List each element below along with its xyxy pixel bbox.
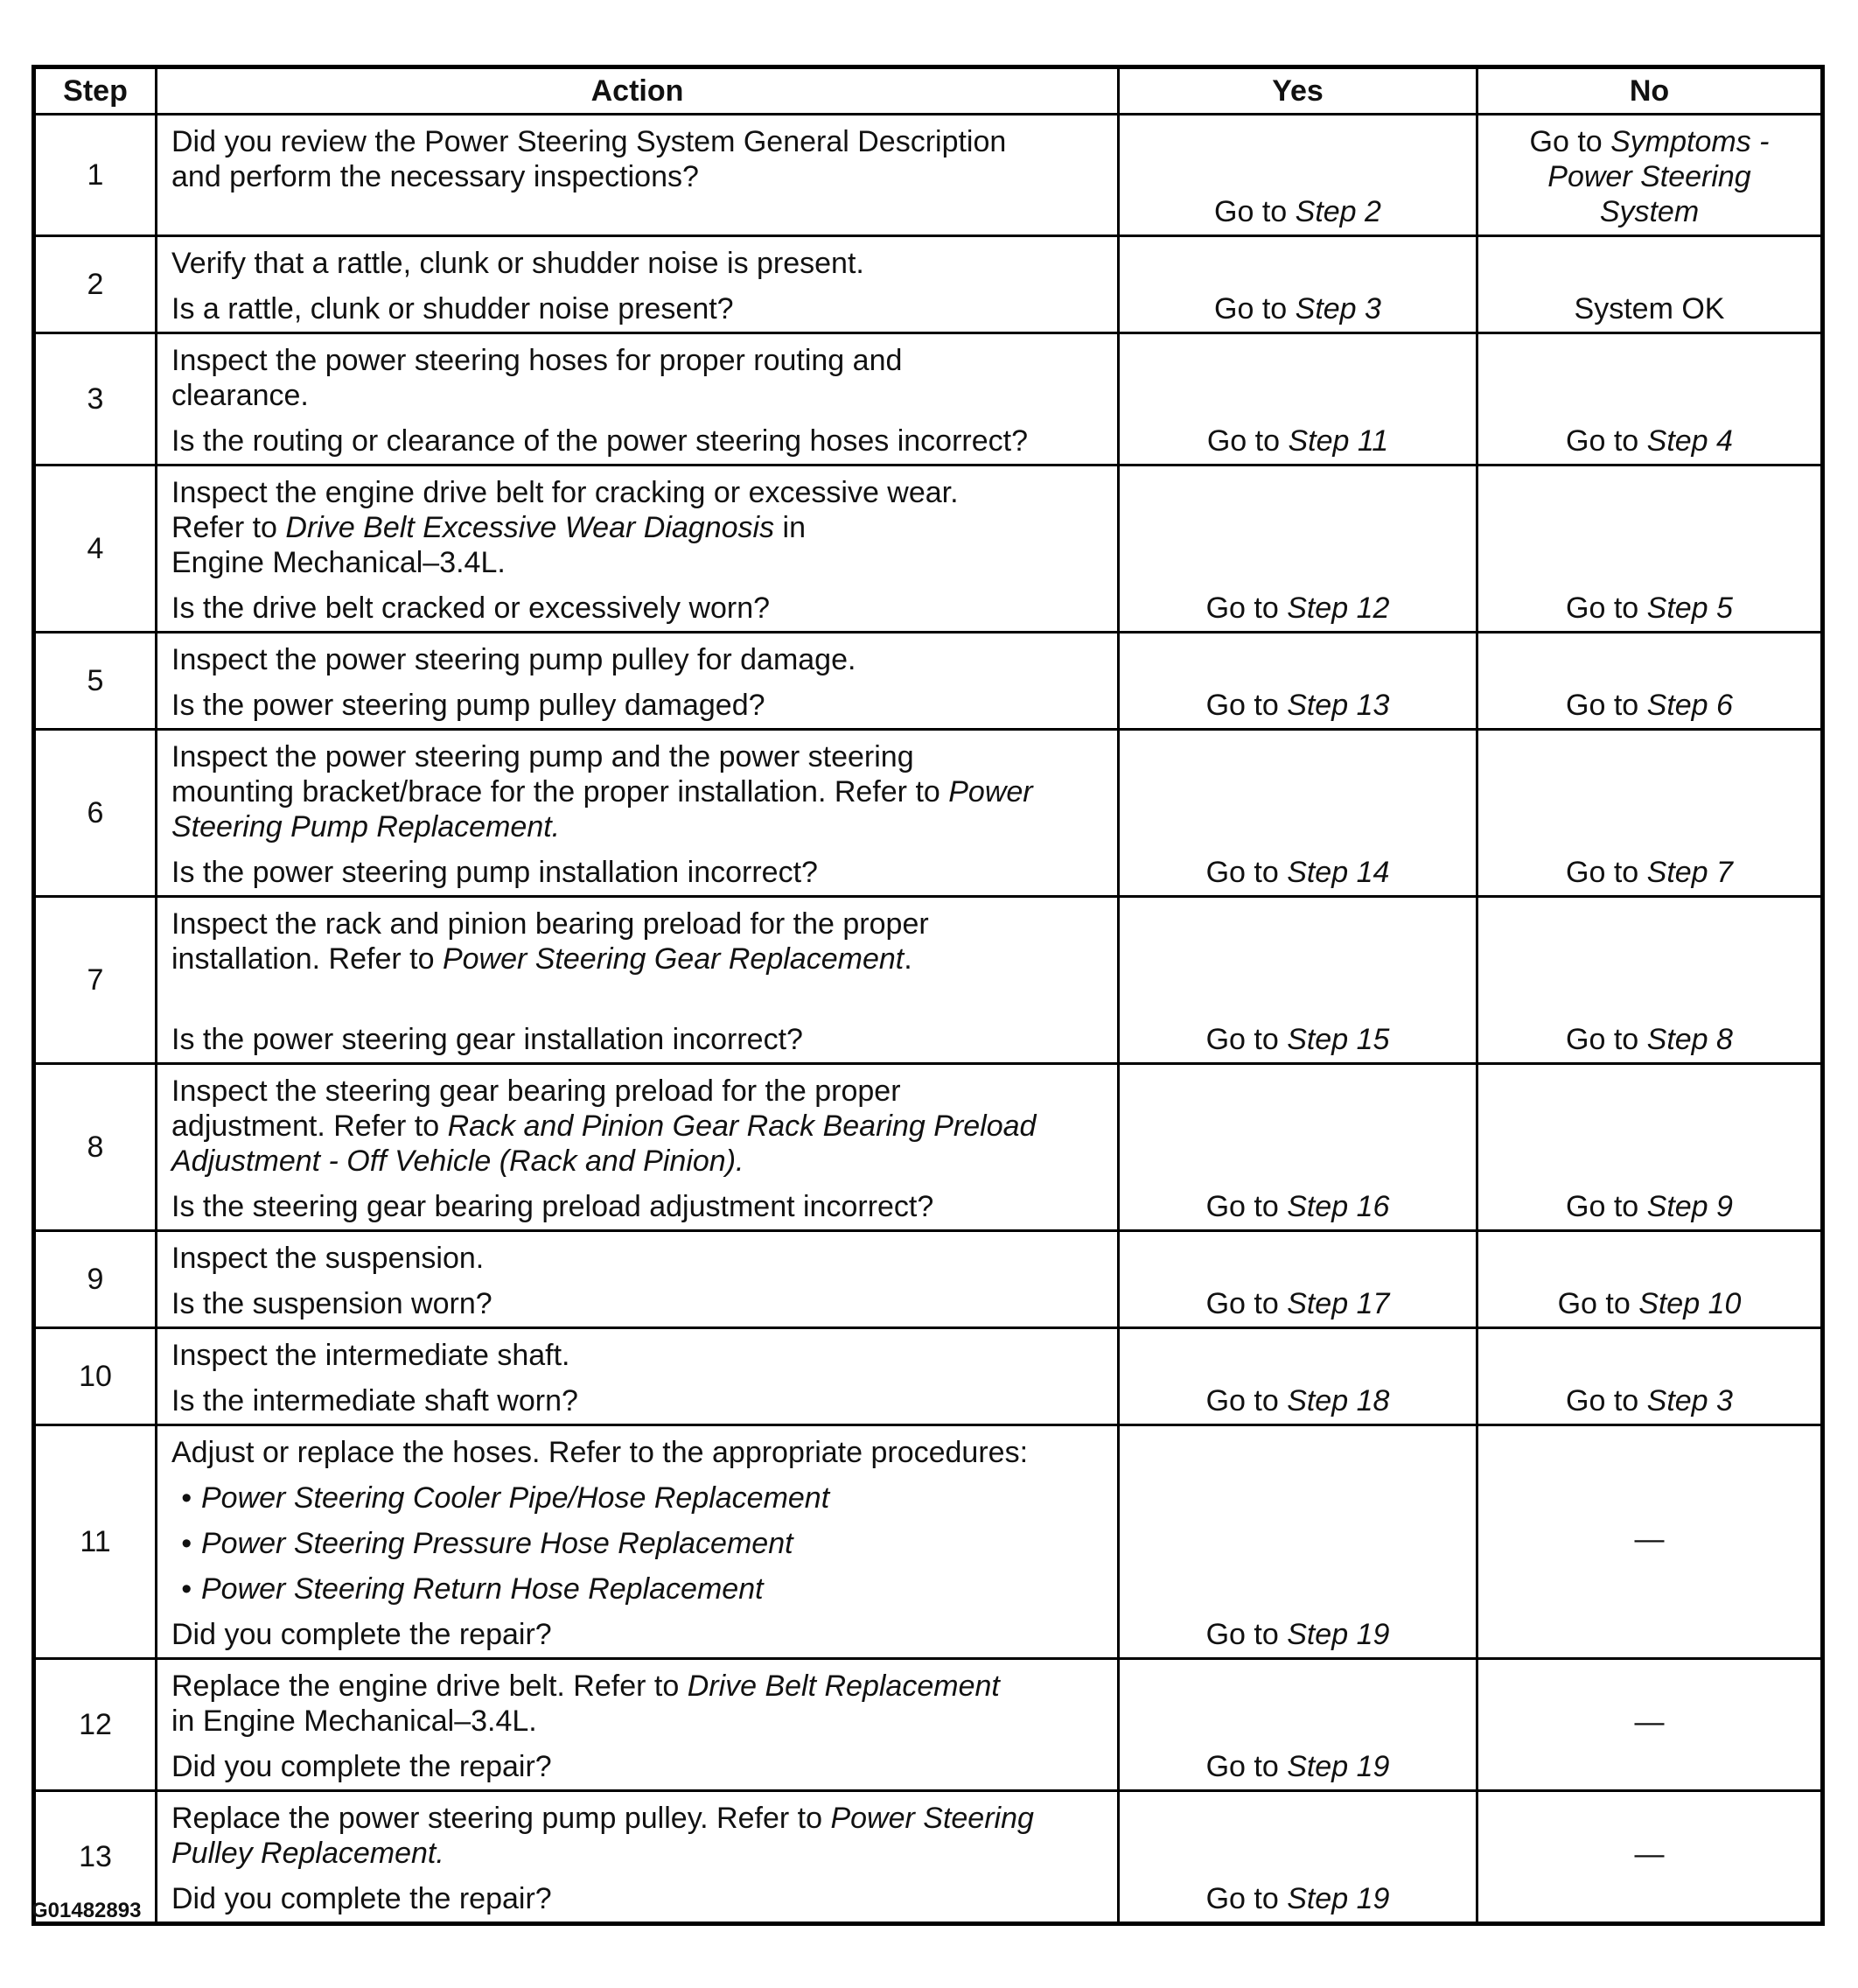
- action-text: Inspect the power steering pump and the power steering: [171, 740, 914, 774]
- table-row: [34, 236, 1823, 333]
- action-cell: Inspect the steering gear bearing preload for the proper adjustment. Refer to Rack and Pinion Gear Rack Bearing Preload Adjustment - Off Vehicle (Rack and Pinion). Is the steering gear bearing preload adjustment incorrect?: [157, 1064, 1119, 1231]
- yes-cell: Go to Step 19: [1119, 1791, 1477, 1924]
- question-text: Is a rattle, clunk or shudder noise present?: [171, 292, 734, 326]
- step-link[interactable]: Step 19: [1287, 1618, 1390, 1651]
- yes-cell: Go to Step 19: [1119, 1659, 1477, 1791]
- action-cell: [157, 633, 1119, 730]
- no-cell: Go to Step 8: [1477, 897, 1823, 1064]
- step-link[interactable]: Step 19: [1287, 1750, 1390, 1783]
- procedure-link[interactable]: Adjustment - Off Vehicle (Rack and Pinion).: [171, 1144, 744, 1178]
- step-number: 1: [34, 115, 157, 236]
- step-link[interactable]: Step 5: [1646, 592, 1733, 625]
- action-cell: Inspect the rack and pinion bearing preload for the proper installation. Refer to Power Steering Gear Replacement. Is the power steering gear installation incorrect?: [157, 897, 1119, 1064]
- action-text: Verify that a rattle, clunk or shudder noise is present.: [171, 247, 864, 280]
- procedure-link[interactable]: • Power Steering Cooler Pipe/Hose Replacement: [171, 1480, 1103, 1516]
- no-cell: Go to Step 4: [1477, 333, 1823, 466]
- action-text: Inspect the suspension.: [171, 1242, 485, 1275]
- procedure-link[interactable]: Rack and Pinion Gear Rack Bearing Preload: [447, 1110, 1037, 1143]
- question-text: Is the power steering pump pulley damaged?: [171, 689, 765, 722]
- yes-cell: Go to Step 2: [1119, 115, 1477, 236]
- question-text: Is the steering gear bearing preload adjustment incorrect?: [171, 1190, 934, 1223]
- step-number: 12: [34, 1659, 157, 1791]
- no-cell: —: [1477, 1791, 1823, 1924]
- step-link[interactable]: Step 7: [1646, 856, 1733, 889]
- action-text: Did you review the Power Steering System General Description: [171, 125, 1007, 158]
- step-number: 2: [34, 236, 157, 333]
- step-number: 6: [34, 730, 157, 897]
- action-cell: [157, 333, 1119, 466]
- question-text: Is the power steering pump installation incorrect?: [171, 856, 818, 889]
- step-link[interactable]: Step 12: [1287, 592, 1390, 625]
- header-step: Step: [34, 67, 157, 115]
- action-text: Inspect the engine drive belt for cracking or excessive wear.: [171, 476, 959, 509]
- action-text: in Engine Mechanical–3.4L.: [171, 1704, 537, 1738]
- step-link[interactable]: Step 17: [1287, 1287, 1390, 1320]
- table-row: [34, 730, 1823, 897]
- yes-cell: Go to Step 16: [1119, 1064, 1477, 1231]
- step-link[interactable]: Step 15: [1287, 1023, 1390, 1056]
- action-cell: [157, 1231, 1119, 1328]
- question-text: Is the suspension worn?: [171, 1287, 492, 1320]
- step-number: 3: [34, 333, 157, 466]
- no-cell: Go to Step 3: [1477, 1328, 1823, 1425]
- no-cell: Go to Step 10: [1477, 1231, 1823, 1328]
- procedure-link[interactable]: Power: [948, 775, 1033, 808]
- question-text: Is the drive belt cracked or excessively worn?: [171, 592, 771, 625]
- step-link[interactable]: Step 9: [1646, 1190, 1733, 1223]
- step-link[interactable]: Step 14: [1287, 856, 1390, 889]
- yes-cell: Go to Step 18: [1119, 1328, 1477, 1425]
- action-text: Inspect the steering gear bearing preload for the proper: [171, 1074, 901, 1108]
- figure-code: G01482893: [31, 1899, 142, 1922]
- symptoms-link[interactable]: Symptoms -: [1610, 125, 1770, 158]
- question-text: Is the intermediate shaft worn?: [171, 1384, 578, 1418]
- question-text: Did you complete the repair?: [171, 1750, 552, 1783]
- step-number: 13: [34, 1791, 157, 1924]
- step-link[interactable]: Step 18: [1287, 1384, 1390, 1418]
- no-cell: Go to Step 5: [1477, 466, 1823, 633]
- header-row: [34, 67, 1823, 115]
- table-row: [34, 897, 1823, 1064]
- yes-cell: Go to Step 14: [1119, 730, 1477, 897]
- action-cell: Replace the engine drive belt. Refer to Drive Belt Replacement in Engine Mechanical–3.4L. Did you complete the repair?: [157, 1659, 1119, 1791]
- yes-cell: Go to Step 3: [1119, 236, 1477, 333]
- yes-cell: Go to Step 11: [1119, 333, 1477, 466]
- yes-cell: Go to Step 19: [1119, 1425, 1477, 1659]
- question-text: Did you complete the repair?: [171, 1618, 552, 1651]
- procedure-link[interactable]: Power Steering: [830, 1802, 1034, 1835]
- yes-cell: Go to Step 17: [1119, 1231, 1477, 1328]
- step-link[interactable]: Step 2: [1295, 195, 1381, 228]
- procedure-link[interactable]: • Power Steering Pressure Hose Replacement: [171, 1526, 1103, 1561]
- action-cell: Inspect the power steering pump and the power steering mounting bracket/brace for the proper installation. Refer to Power Steering Pump Replacement. Is the power steering pump installation incorrect?: [157, 730, 1119, 897]
- no-cell: Go to Step 7: [1477, 730, 1823, 897]
- symptoms-link[interactable]: System: [1599, 195, 1700, 228]
- yes-cell: Go to Step 12: [1119, 466, 1477, 633]
- procedure-link[interactable]: Pulley Replacement.: [171, 1837, 444, 1870]
- question-text: Is the power steering gear installation incorrect?: [171, 1023, 803, 1056]
- action-text: Inspect the power steering pump pulley for damage.: [171, 643, 856, 676]
- procedure-link[interactable]: Steering Pump Replacement.: [171, 810, 561, 844]
- no-cell: Go to Step 6: [1477, 633, 1823, 730]
- procedure-link[interactable]: Drive Belt Replacement: [687, 1670, 1000, 1703]
- table-row: [34, 1425, 1823, 1659]
- action-text: and perform the necessary inspections?: [171, 160, 699, 193]
- action-text: Engine Mechanical–3.4L.: [171, 546, 506, 579]
- step-number: 8: [34, 1064, 157, 1231]
- step-link[interactable]: Step 6: [1646, 689, 1733, 722]
- action-cell: Inspect the engine drive belt for cracking or excessive wear. Refer to Drive Belt Excessive Wear Diagnosis in Engine Mechanical–3.4L. Is the drive belt cracked or excessively worn?: [157, 466, 1119, 633]
- yes-cell: Go to Step 13: [1119, 633, 1477, 730]
- header-action: Action: [157, 67, 1119, 115]
- step-number: 4: [34, 466, 157, 633]
- step-link[interactable]: Step 3: [1295, 292, 1381, 326]
- action-text: Inspect the intermediate shaft.: [171, 1339, 570, 1372]
- table-row: [34, 1791, 1823, 1924]
- step-link[interactable]: Step 16: [1287, 1190, 1390, 1223]
- header-yes: Yes: [1119, 67, 1477, 115]
- table-row: [34, 1659, 1823, 1791]
- procedure-link[interactable]: Power Steering Gear Replacement: [442, 942, 905, 976]
- action-cell: [157, 115, 1119, 236]
- symptoms-link[interactable]: Power Steering: [1547, 160, 1751, 193]
- no-cell: —: [1477, 1659, 1823, 1791]
- table-row: [34, 1328, 1823, 1425]
- step-number: 7: [34, 897, 157, 1064]
- header-no: No: [1477, 67, 1823, 115]
- action-cell: [157, 236, 1119, 333]
- action-cell: [157, 1328, 1119, 1425]
- action-text: clearance.: [171, 379, 309, 412]
- step-link[interactable]: Step 3: [1646, 1384, 1733, 1418]
- step-number: 5: [34, 633, 157, 730]
- table-row: [34, 466, 1823, 633]
- no-cell: Go to Step 9: [1477, 1064, 1823, 1231]
- table-row: [34, 1064, 1823, 1231]
- step-link[interactable]: Step 10: [1638, 1287, 1742, 1320]
- step-number: 10: [34, 1328, 157, 1425]
- step-link[interactable]: Step 8: [1646, 1023, 1733, 1056]
- no-cell: System OK: [1477, 236, 1823, 333]
- action-text: Inspect the power steering hoses for proper routing and: [171, 344, 903, 377]
- no-cell: Go to Symptoms - Power Steering System: [1477, 115, 1823, 236]
- step-link[interactable]: Step 13: [1287, 689, 1390, 722]
- action-text: Adjust or replace the hoses. Refer to the appropriate procedures:: [171, 1436, 1029, 1469]
- step-link[interactable]: Step 11: [1288, 424, 1389, 458]
- question-text: Is the routing or clearance of the power steering hoses incorrect?: [171, 424, 1028, 458]
- procedure-link[interactable]: Drive Belt Excessive Wear Diagnosis: [285, 511, 775, 544]
- yes-cell: Go to Step 15: [1119, 897, 1477, 1064]
- diagnostic-table: [31, 65, 1825, 1926]
- question-text: Did you complete the repair?: [171, 1882, 552, 1915]
- step-link[interactable]: Step 4: [1646, 424, 1733, 458]
- step-number: 11: [34, 1425, 157, 1659]
- no-cell: —: [1477, 1425, 1823, 1659]
- action-text: Inspect the rack and pinion bearing preload for the proper: [171, 907, 929, 941]
- table-row: [34, 1231, 1823, 1328]
- table-row: [34, 333, 1823, 466]
- step-number: 9: [34, 1231, 157, 1328]
- action-cell: [157, 1425, 1119, 1659]
- table-row: [34, 115, 1823, 236]
- procedure-link[interactable]: • Power Steering Return Hose Replacement: [171, 1572, 1103, 1606]
- action-cell: Replace the power steering pump pulley. Refer to Power Steering Pulley Replacement. Did you complete the repair?: [157, 1791, 1119, 1924]
- table-row: [34, 633, 1823, 730]
- step-link[interactable]: Step 19: [1287, 1882, 1390, 1915]
